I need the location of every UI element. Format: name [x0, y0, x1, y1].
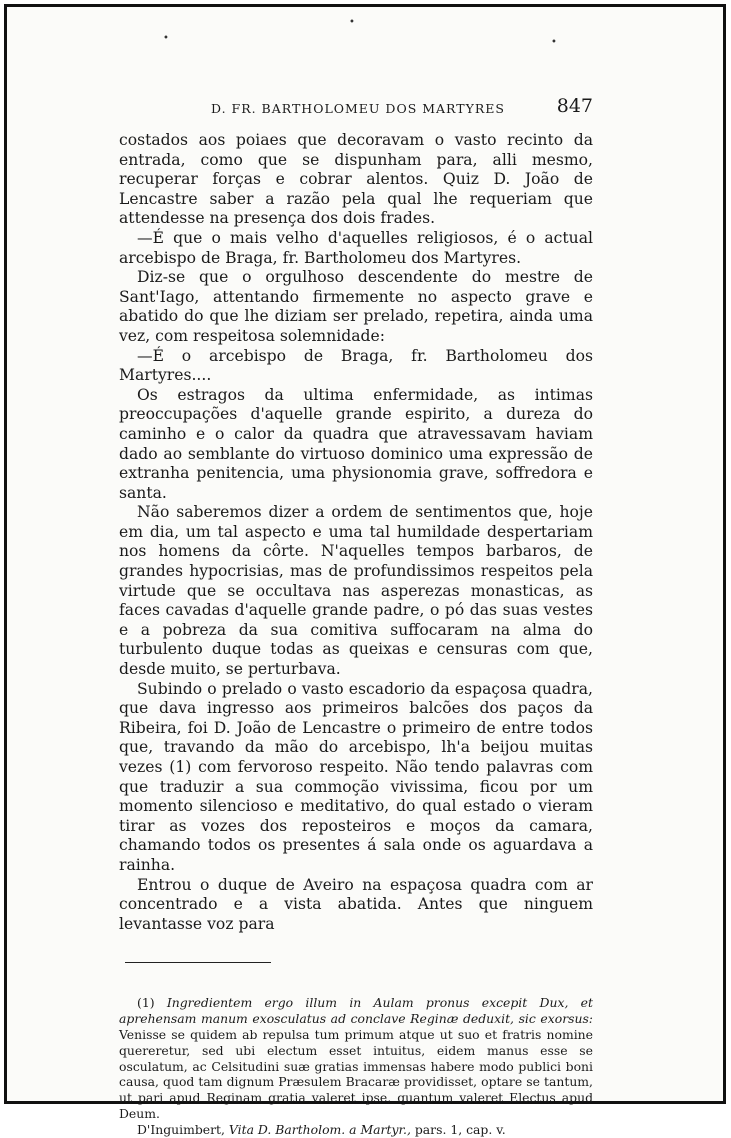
- paragraph: Não saberemos dizer a ordem de sentimentos que, hoje em dia, um tal aspecto e uma tal humildade despertariam nos homens da côrte. N'aquelles tempos barbaros, de grandes hypocrisias, mas de profundissimos respeitos pela virtude que se occultava nas asperezas monasticas, as faces cavadas d'aquelle grande padre, o pó das suas vestes e a pobreza da sua comitiva suffocaram na alma do turbulento duque todas as queixas e censuras com que, desde muito, se perturbava.: [119, 503, 593, 679]
- paragraph: Subindo o prelado o vasto escadorio da espaçosa quadra, que dava ingresso aos primeiros balcões dos paços da Ribeira, foi D. João de Lencastre o primeiro de entre todos que, travando da mão do arcebispo, lh'a beijou muitas vezes (1) com fervoroso respeito. Não tendo palavras com que traduzir a sua commoção vivissima, ficou por um momento silencioso e meditativo, do qual estado o vieram tirar as vozes dos reposteiros e moços da camara, chamando todos os presentes á sala onde os aguardava a rainha.: [119, 679, 593, 874]
- page-number: 847: [556, 95, 593, 117]
- running-title: D. FR. BARTHOLOMEU DOS MARTYRES: [211, 101, 505, 116]
- footnote-body: [119, 995, 593, 1121]
- running-head: [119, 93, 593, 121]
- footnote-citation: [119, 1122, 593, 1138]
- footnote-latin-quote: Ingredientem ergo illum in Aulam pronus excepit Dux, et aprehensam manum exosculatus ad conclave Reginæ deduxit, sic exorsus:: [119, 995, 593, 1027]
- scan-speck: •: [163, 33, 169, 44]
- body-text: [119, 131, 593, 934]
- citation-ref: pars. 1, cap. v.: [414, 1121, 506, 1137]
- paragraph: Os estragos da ultima enfermidade, as intimas preoccupações d'aquelle grande espirito, a dureza do caminho e o calor da quadra que atravessavam haviam dado ao semblante do virtuoso dominico uma expressão de extranha penitencia, uma physionomia grave, soffredora e santa.: [119, 385, 593, 502]
- page-frame: [4, 4, 726, 1137]
- paragraph: Diz-se que o orgulhoso descendente do mestre de Sant'Iago, attentando firmemente no aspecto grave e abatido do que lhe diziam ser prelado, repetira, ainda uma vez, com respeitosa solemnidade:: [119, 268, 593, 345]
- footnote-marker: (1): [137, 995, 155, 1011]
- paragraph: Entrou o duque de Aveiro na espaçosa quadra com ar concentrado e a vista abatida. Antes que ninguem levantasse voz para: [119, 875, 593, 933]
- paragraph: —É o arcebispo de Braga, fr. Bartholomeu dos Martyres....: [119, 346, 593, 385]
- scan-speck: •: [551, 37, 557, 48]
- paragraph: costados aos poiaes que decoravam o vasto recinto da entrada, como que se dispunham para, alli mesmo, recuperar forças e cobrar alentos. Quiz D. João de Lencastre saber a razão pela qual lhe requeriam que attendesse na presença dos dois frades.: [119, 131, 593, 228]
- footnote: [119, 995, 593, 1137]
- citation-work: Vita D. Bartholom. a Martyr.,: [228, 1121, 411, 1137]
- book-page: [119, 93, 593, 1138]
- footnote-rule: [125, 962, 271, 963]
- footnote-text: Venisse se quidem ab repulsa tum primum atque ut suo et fratris nomine quereretur, sed ubi electum esset intuitus, eidem manus esse se osculatum, ac Celsitudini suæ gratias immensas habere modo publici boni causa, quod tam dignum Præsulem Bracaræ providisset, optare se tantum, ut pari apud Reginam gratia valeret ipse, quantum valeret Electus apud Deum.: [119, 1026, 593, 1121]
- paragraph: —É que o mais velho d'aquelles religiosos, é o actual arcebispo de Braga, fr. Bartholomeu dos Martyres.: [119, 228, 593, 267]
- scan-speck: •: [349, 17, 355, 28]
- citation-author: D'Inguimbert,: [137, 1121, 225, 1137]
